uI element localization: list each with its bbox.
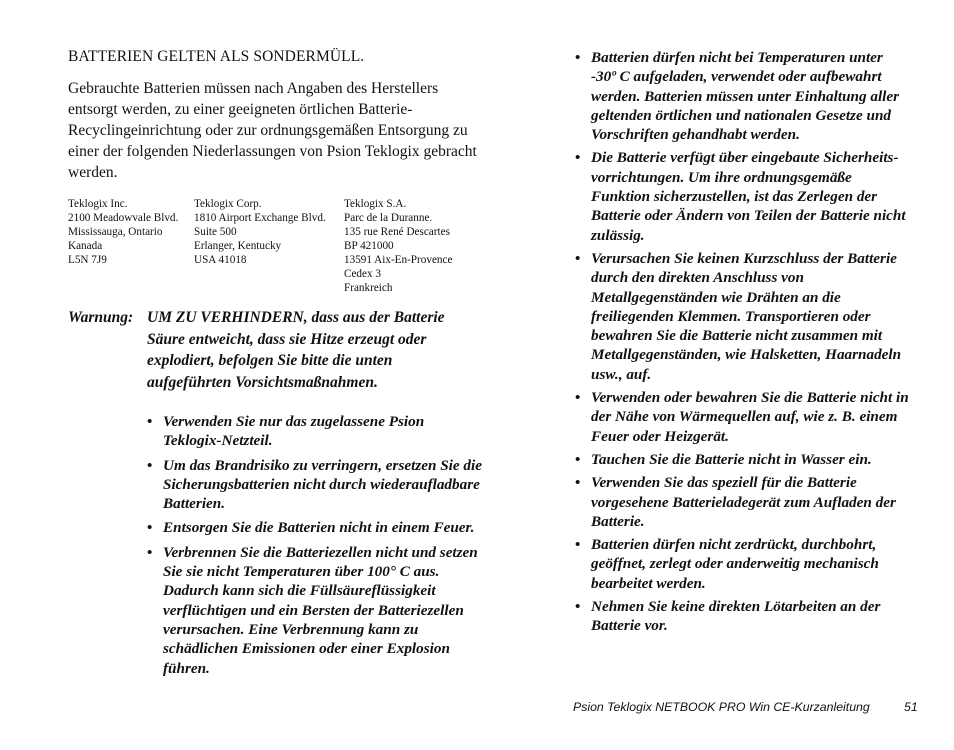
- bullet-icon: •: [575, 450, 581, 468]
- list-item-text: Verbrennen Sie die Batteriezellen nicht und setzen Sie sie nicht Temperaturen über 100° C aus. Dadurch kann sich die Füllsäureflüssigkeit verflüchtigen und ein Bersten der Batteriezellen verursachen. Eine Verbrennung kann zu schädlichen Emissionen oder einer Explosion führen.: [163, 543, 478, 677]
- list-item-text: Verursachen Sie keinen Kurzschluss der Batterie durch den direkten Anschluss von Metallgegenständen wie Drähten an die freiliegenden Klemmen. Transportieren oder bewahren Sie die Batterie nicht zusammen mit Metallgegenständen, wie Halsketten, Haarnadeln usw., auf.: [591, 249, 902, 383]
- address-line: 2100 Meadowvale Blvd.: [68, 212, 179, 224]
- bullet-icon: •: [575, 389, 581, 407]
- list-item-text: Nehmen Sie keine direkten Lötarbeiten an der Batterie vor.: [591, 598, 881, 635]
- address-line: Teklogix Inc.: [68, 198, 128, 210]
- left-column: [68, 48, 482, 683]
- right-column: [572, 48, 912, 640]
- bullet-icon: •: [147, 456, 153, 474]
- list-item: [575, 450, 911, 469]
- footer-title: Psion Teklogix NETBOOK PRO Win CE-Kurzanleitung: [573, 700, 870, 714]
- list-item: [575, 473, 911, 531]
- warning-label: Warnung:: [68, 309, 134, 326]
- list-item: [575, 535, 911, 593]
- right-precaution-list: [575, 48, 911, 636]
- address-teklogix-inc: [68, 197, 194, 295]
- bullet-icon: •: [147, 413, 153, 430]
- address-line: 135 rue René Descartes: [344, 226, 450, 238]
- bullet-icon: •: [575, 536, 581, 554]
- disposal-heading: BATTERIEN GELTEN ALS SONDERMÜLL.: [68, 48, 365, 65]
- address-line: Suite 500: [194, 226, 237, 238]
- address-line: Teklogix Corp.: [194, 198, 262, 210]
- address-line: L5N 7J9: [68, 254, 107, 266]
- list-item: [147, 543, 483, 678]
- list-item: [575, 148, 911, 244]
- list-item-text: Verwenden Sie das speziell für die Batterie vorgesehene Batterieladegerät zum Aufladen der Batterie.: [591, 474, 896, 530]
- list-item-text: Batterien dürfen nicht bei Temperaturen unter -30º C aufgeladen, verwendet oder aufbewahrt werden. Batterien müssen unter Einhaltung aller geltenden örtlichen und nationalen Gesetze und Vorschriften gehandhabt werden.: [591, 49, 900, 144]
- list-item-text: Verwenden oder bewahren Sie die Batterie nicht in der Nähe von Wärmequellen auf, wie z. B. einem Feuer oder Heizgerät.: [591, 389, 909, 445]
- address-line: Mississauga, Ontario: [68, 226, 163, 238]
- address-line: BP 421000: [344, 240, 394, 252]
- list-item: [147, 412, 483, 451]
- address-line: USA 41018: [194, 254, 247, 266]
- bullet-icon: •: [575, 249, 581, 267]
- list-item: [575, 597, 911, 636]
- list-item: [147, 456, 483, 514]
- bullet-icon: •: [575, 149, 581, 167]
- address-teklogix-sa: [344, 197, 452, 295]
- address-teklogix-corp: [194, 197, 344, 295]
- page-number: 51: [904, 700, 918, 714]
- disposal-paragraph: Gebrauchte Batterien müssen nach Angaben des Herstellers entsorgt werden, zu einer geeigneten örtlichen Batterie-Recyclingeinrichtung oder zur ordnungsgemäßen Entsorgung zu einer der folgenden Niederlassungen von Psion Teklogix gebracht werden.: [68, 80, 477, 181]
- address-line: 1810 Airport Exchange Blvd.: [194, 212, 326, 224]
- list-item: [147, 518, 483, 537]
- address-line: Kanada: [68, 240, 103, 252]
- address-line: Teklogix S.A.: [344, 198, 407, 210]
- bullet-icon: •: [575, 474, 581, 492]
- bullet-icon: •: [575, 598, 581, 616]
- left-precaution-list: [147, 412, 483, 678]
- list-item: [575, 388, 911, 446]
- list-item-text: Die Batterie verfügt über eingebaute Sicherheits- vorrichtungen. Um ihre ordnungsgemäße Funktion sicherzustellen, ist das Zerlegen der Batterie oder Ändern von Teilen der Batterie nicht zulässig.: [591, 149, 906, 244]
- bullet-icon: •: [147, 543, 153, 561]
- list-item-text: Um das Brandrisiko zu verringern, ersetzen Sie die Sicherungsbatterien nicht durch wiederaufladbare Batterien.: [163, 456, 482, 513]
- address-line: Parc de la Duranne.: [344, 212, 433, 224]
- address-line: Cedex 3: [344, 268, 381, 280]
- bullet-icon: •: [575, 49, 581, 66]
- list-item: [575, 48, 911, 144]
- address-line: Frankreich: [344, 282, 393, 294]
- list-item-text: Tauchen Sie die Batterie nicht in Wasser ein.: [591, 450, 872, 468]
- warning-block: [68, 307, 478, 393]
- list-item-text: Entsorgen Sie die Batterien nicht in einem Feuer.: [163, 519, 475, 537]
- list-item: [575, 249, 911, 384]
- address-line: 13591 Aix-En-Provence: [344, 254, 453, 266]
- address-block: [68, 197, 478, 295]
- bullet-icon: •: [147, 519, 153, 537]
- warning-text: UM ZU VERHINDERN, dass aus der Batterie Säure entweicht, dass sie Hitze erzeugt oder explodiert, befolgen Sie bitte die unten aufgeführten Vorsichtsmaßnahmen.: [147, 309, 445, 391]
- address-line: Erlanger, Kentucky: [194, 240, 282, 252]
- list-item-text: Verwenden Sie nur das zugelassene Psion Teklogix-Netzteil.: [163, 413, 425, 450]
- list-item-text: Batterien dürfen nicht zerdrückt, durchbohrt, geöffnet, zerlegt oder anderweitig mechanisch bearbeitet werden.: [591, 536, 879, 592]
